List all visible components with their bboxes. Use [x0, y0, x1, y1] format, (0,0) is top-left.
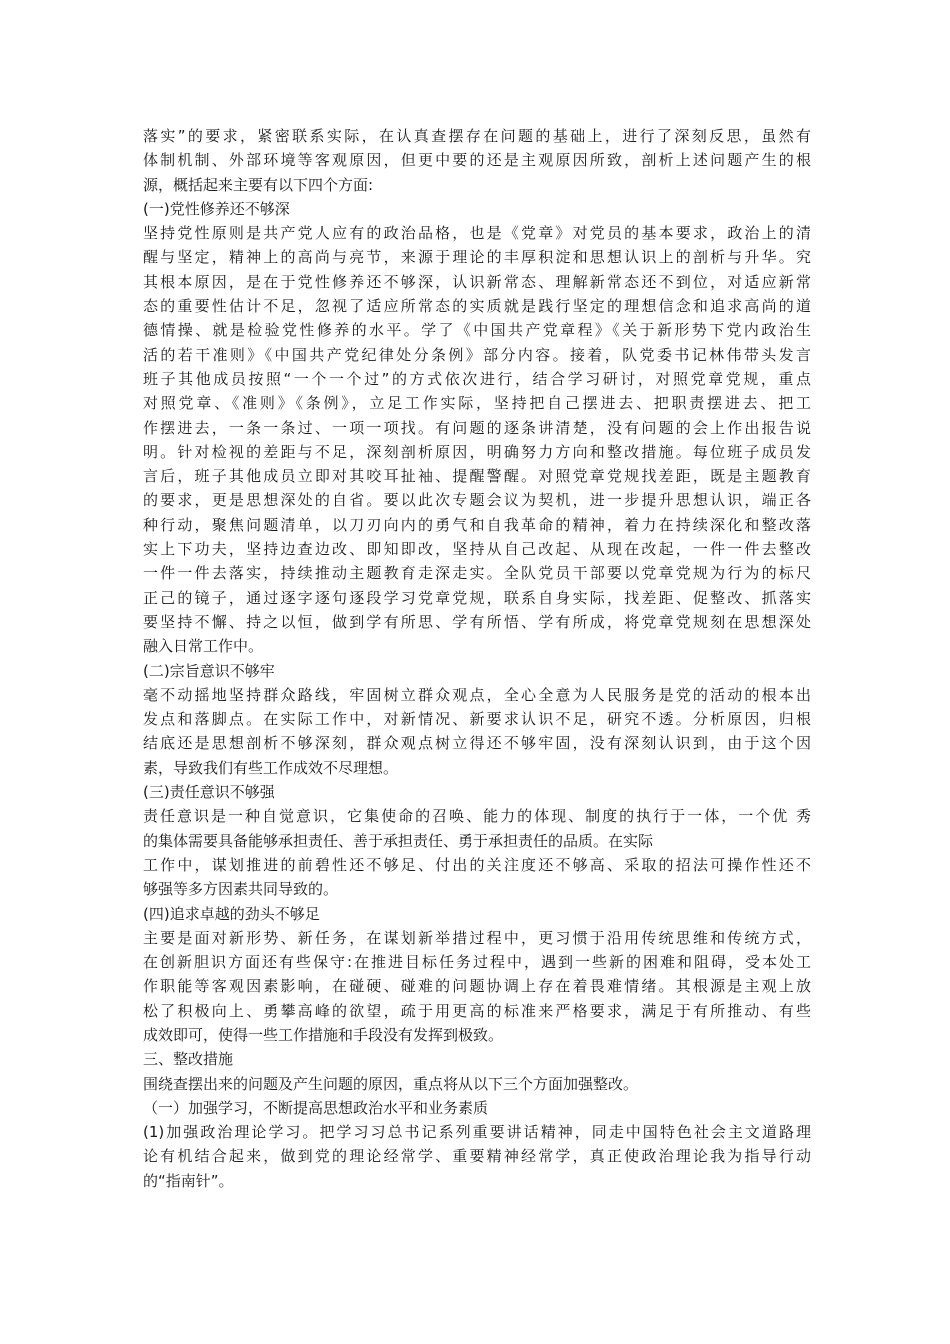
body-line: 态的重要性估计不足，忽视了适应所常态的实质就是践行坚定的理想信念和追求高尚的道 [143, 297, 811, 316]
body-line: 源，概括起来主要有以下四个方面: [143, 175, 374, 194]
body-line: 作摆进去，一条一条过、一项一项找。有问题的逐条讲清楚，没有问题的会上作出报告说 [143, 418, 811, 437]
body-line: 松了积极向上、勇攀高峰的欲望，疏于用更高的标准来严格要求，满足于有所推动、有些 [143, 1001, 811, 1020]
body-line: 主要是面对新形势、新任务，在谋划新举措过程中，更习惯于沿用传统思维和传统方式， [143, 928, 811, 947]
body-line: 的集体需要具备能够承担责任、善于承担责任、勇于承担责任的品质。在实际 [143, 831, 654, 850]
body-line: 对照党章、《准则》《条例》，立足工作实际，坚持把自己摆进去、把职责摆进去、把工 [143, 394, 811, 413]
section-heading: (二)宗旨意识不够牢 [143, 661, 275, 680]
body-line: 毫不动摇地坚持群众路线，牢固树立群众观点，全心全意为人民服务是党的活动的根本出 [143, 685, 811, 704]
body-line: 落实”的要求，紧密联系实际，在认真查摆存在问题的基础上，进行了深刻反思，虽然有 [143, 127, 811, 145]
body-line: (1)加强政治理论学习。把学习习总书记系列重要讲话精神，同走中国特色社会主文道路理 [143, 1123, 811, 1142]
body-line: 作职能等客观因素影响，在碰硬、碰难的问题协调上存在着畏难情绪。其根源是主观上放 [143, 977, 811, 996]
body-line: 明。针对检视的差距与不足，深刻剖析原因，明确努力方向和整改措施。每位班子成员发 [143, 442, 811, 461]
body-line: 正己的镜子，通过逐字逐句逐段学习党章党规，联系自身实际，找差距、促整改、抓落实 [143, 588, 811, 607]
body-line: 其根本原因，是在于党性修养还不够深，认识新常态、理解新常态还不到位，对适应新常 [143, 272, 811, 291]
body-line: 结底还是思想剖析不够深刻，群众观点树立得还不够牢固，没有深刻认识到，由于这个因 [143, 734, 811, 753]
body-line: 坚持党性原则是共产党人应有的政治品格，也是《党章》对党员的基本要求，政治上的清 [143, 224, 811, 243]
body-line: 工作中，谋划推进的前碧性还不够足、付出的关注度还不够高、采取的招法可操作性还不 [143, 855, 811, 874]
section-heading: (三)责任意识不够强 [143, 783, 275, 802]
body-line: 发点和落脚点。在实际工作中，对新情况、新要求认识不足，研究不透。分析原因，归根 [143, 710, 811, 729]
section-heading: (四)追求卓越的劲头不够足 [143, 904, 320, 923]
body-line: 的“指南针”。 [143, 1171, 234, 1190]
body-line: 责任意识是一种自觉意识，它集使命的召唤、能力的体现、制度的执行于一体，一个优 秀 [143, 807, 811, 826]
body-line: 醒与坚定，精神上的高尚与亮节，来源于理论的丰厚积淀和思想认识上的剖析与升华。究 [143, 248, 811, 267]
section-heading: 三、整改措施 [143, 1050, 234, 1069]
body-line: 成效即可，使得一些工作措施和手段没有发挥到极致。 [143, 1025, 504, 1044]
body-line: 论有机结合起来，做到党的理论经常学、重要精神经常学，真正使政治理论我为指导行动 [143, 1147, 811, 1166]
body-line: 一件一件去落实，持续推动主题教育走深走实。全队党员干部要以党章党规为行为的标尺 [143, 564, 811, 583]
subsection-heading: （一）加强学习，不断提高思想政治水平和业务素质 [143, 1098, 489, 1117]
section-heading: (一)党性修养还不够深 [143, 199, 290, 218]
body-line: 班子其他成员按照“一个一个过”的方式依次进行，结合学习研讨，对照党章党规，重点 [143, 369, 811, 388]
body-line: 在创新胆识方面还有些保守:在推进目标任务过程中，遇到一些新的困难和阻碍，受本处工 [143, 953, 811, 972]
body-line: 够强等多方因素共同导致的。 [143, 880, 339, 899]
body-line: 体制机制、外部环境等客观原因，但更中要的还是主观原因所致，剖析上述问题产生的根 [143, 151, 811, 170]
document-page [143, 124, 811, 1193]
body-line: 要坚持不懈、持之以恒，做到学有所思、学有所悟、学有所成，将党章党规刻在思想深处 [143, 612, 811, 631]
body-line: 活的若干准则》《中国共产党纪律处分条例》部分内容。接着，队党委书记林伟带头发言 [143, 345, 811, 364]
body-line: 的要求，更是思想深处的自省。要以此次专题会议为契机，进一步提升思想认识，端正各 [143, 491, 811, 510]
body-line: 素，导致我们有些工作成效不尽理想。 [143, 758, 399, 777]
body-line: 言后，班子其他成员立即对其咬耳扯袖、提醒警醒。对照党章党规找差距，既是主题教育 [143, 467, 811, 486]
body-line: 围绕查摆出来的问题及产生问题的原因，重点将从以下三个方面加强整改。 [143, 1074, 639, 1093]
body-line: 融入日常工作中。 [143, 637, 264, 656]
body-line: 德情操、就是检验党性修养的水平。学了《中国共产党章程》《关于新形势下党内政治生 [143, 321, 811, 340]
body-line: 实上下功夫，坚持边查边改、即知即改，坚持从自己改起、从现在改起，一件一件去整改 [143, 540, 811, 559]
body-line: 种行动，聚焦问题清单，以刀刃向内的勇气和自我革命的精神，着力在持续深化和整改落 [143, 515, 811, 534]
